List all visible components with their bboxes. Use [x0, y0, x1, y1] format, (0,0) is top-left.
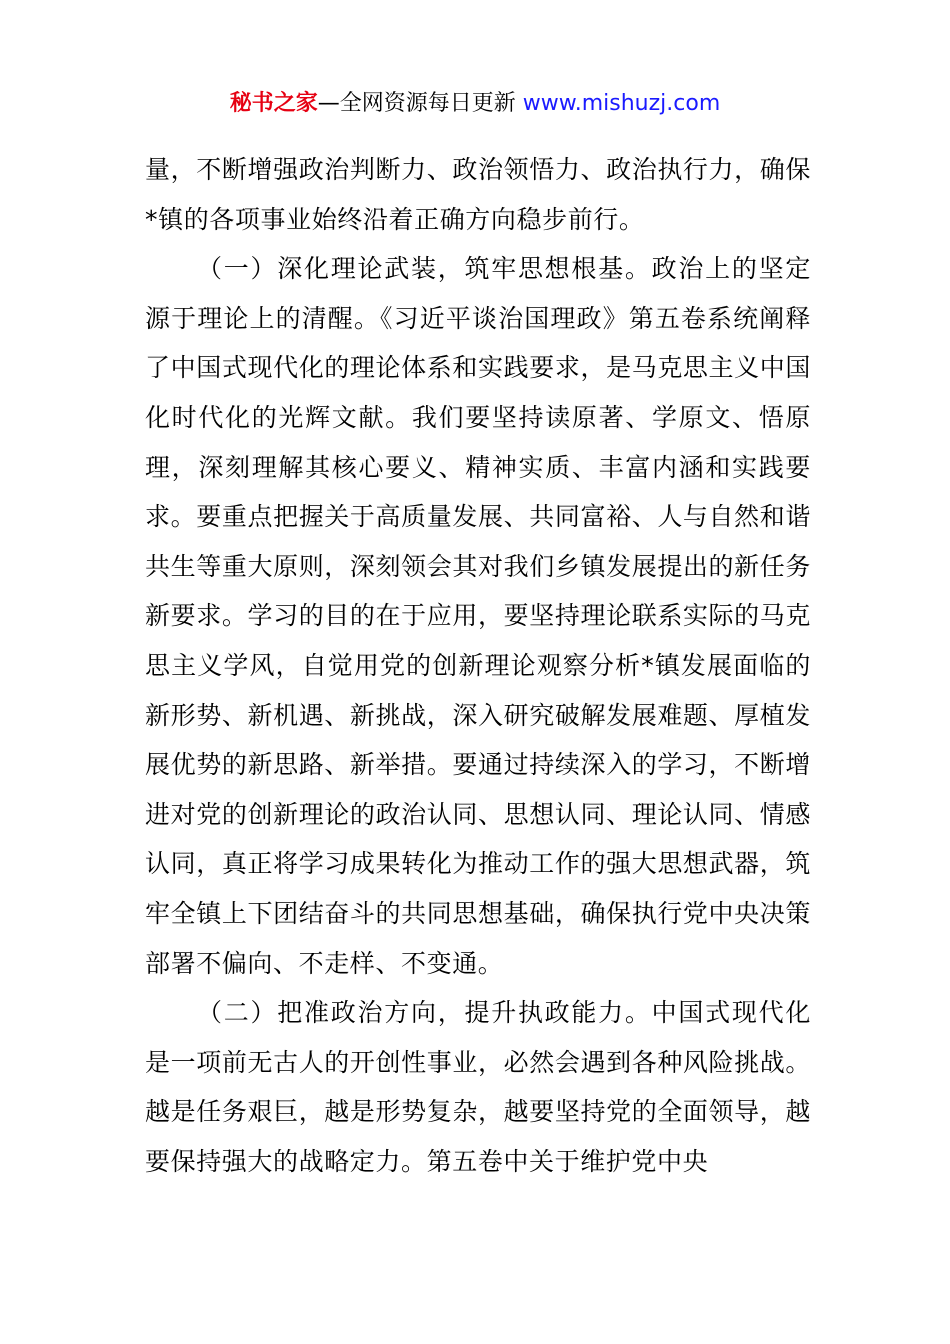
- paragraph-section-one: （一）深化理论武装，筑牢思想根基。政治上的坚定源于理论上的清醒。《习近平谈治国理政》第五卷系统阐释了中国式现代化的理论体系和实践要求，是马克思主义中国化时代化的光辉文献。我们要坚持读原著、学原文、悟原理，深刻理解其核心要义、精神实质、丰富内涵和实践要求。要重点把握关于高质量发展、共同富裕、人与自然和谐共生等重大原则，深刻领会其对我们乡镇发展提出的新任务新要求。学习的目的在于应用，要坚持理论联系实际的马克思主义学风，自觉用党的创新理论观察分析*镇发展面临的新形势、新机遇、新挑战，深入研究破解发展难题、厚植发展优势的新思路、新举措。要通过持续深入的学习，不断增进对党的创新理论的政治认同、思想认同、理论认同、情感认同，真正将学习成果转化为推动工作的强大思想武器，筑牢全镇上下团结奋斗的共同思想基础，确保执行党中央决策部署不偏向、不走样、不变通。: [145, 254, 811, 978]
- document-body: [145, 145, 811, 1186]
- paragraph-section-two: （二）把准政治方向，提升执政能力。中国式现代化是一项前无古人的开创性事业，必然会遇到各种风险挑战。越是任务艰巨，越是形势复杂，越要坚持党的全面领导，越要保持强大的战略定力。第五卷中关于维护党中央: [145, 998, 811, 1176]
- header-tagline: —全网资源每日更新: [317, 91, 523, 116]
- paragraph-continuation: 量，不断增强政治判断力、政治领悟力、政治执行力，确保*镇的各项事业始终沿着正确方向稳步前行。: [145, 155, 811, 234]
- page-header: [0, 86, 950, 122]
- site-url-link[interactable]: www.mishuzj.com: [522, 91, 721, 116]
- brand-name: 秘书之家: [229, 91, 318, 116]
